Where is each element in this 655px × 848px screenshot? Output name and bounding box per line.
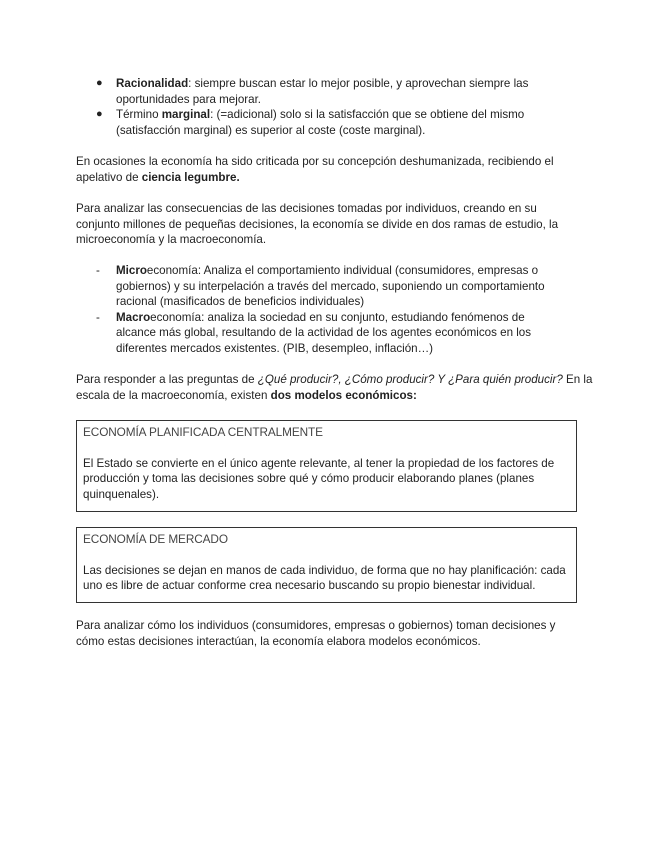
paragraph-text: En la escala de la macroeconomía, existen — [76, 373, 593, 402]
bullet-dot: ● — [96, 77, 103, 89]
bullet-term: Racionalidad — [116, 77, 189, 90]
branch-term: Macro — [116, 310, 151, 324]
bullet-term: marginal — [161, 108, 211, 122]
paragraph-preguntas — [76, 372, 596, 403]
box-title: ECONOMÍA DE MERCADO — [83, 532, 228, 546]
branch-term: Micro — [116, 264, 147, 277]
dash-marker: - — [96, 310, 100, 324]
branch-text: economía: analiza la sociedad en su conjunto, estudiando fenómenos de alcance más global, resultando de la actividad de los agentes económicos en los diferentes mercados existentes. (PIB, desempleo, inflación…) — [116, 310, 532, 355]
branch-text: economía: Analiza el comportamiento individual (consumidores, empresas o gobiernos) y su interpelación a través del mercado, suponiendo un comportamiento racional (masificados de beneficios individuales) — [116, 264, 545, 309]
branch-list — [96, 263, 566, 357]
bullet-list — [96, 76, 566, 138]
paragraph-critica — [76, 154, 576, 185]
box-mercado — [76, 527, 577, 603]
dash-marker: - — [96, 264, 100, 277]
paragraph-bold: dos modelos económicos: — [270, 388, 417, 402]
bullet-dot: ● — [96, 108, 103, 121]
box-text: El Estado se convierte en el único agente relevante, al tener la propiedad de los factores de producción y toma las decisiones sobre qué y cómo producir elaborando planes (planes quinquenales). — [83, 456, 555, 501]
bullet-text: : (=adicional) solo si la satisfacción que se obtiene del mismo (satisfacción marginal) es superior al coste (coste marginal). — [116, 108, 525, 137]
bullet-text: : siempre buscan estar lo mejor posible, y aprovechan siempre las oportunidades para mejorar. — [116, 77, 529, 106]
branch-macro — [96, 310, 566, 357]
box-text: Las decisiones se dejan en manos de cada individuo, de forma que no hay planificación: cada uno es libre de actuar conforme crea necesario buscando su propio bienestar individual. — [83, 563, 566, 593]
paragraph-text: En ocasiones la economía ha sido criticada por su concepción deshumanizada, recibiendo el apelativo de — [76, 155, 554, 184]
paragraph-italic: ¿Qué producir?, ¿Cómo producir? Y ¿Para quién producir? — [257, 373, 563, 386]
paragraph-ramas: Para analizar las consecuencias de las decisiones tomadas por individuos, creando en su conjunto millones de pequeñas decisiones, la economía se divide en dos ramas de estudio, la microeconomía y la macroeconomía. — [76, 202, 559, 247]
branch-micro — [96, 263, 566, 310]
bullet-racionalidad — [96, 76, 566, 107]
paragraph-modelos: Para analizar cómo los individuos (consumidores, empresas o gobiernos) toman decisiones y cómo estas decisiones interactúan, la economía elabora modelos económicos. — [76, 619, 556, 648]
box-planificada — [76, 420, 577, 512]
paragraph-bold: ciencia legumbre. — [141, 170, 240, 184]
bullet-marginal — [96, 107, 566, 138]
box-title: ECONOMÍA PLANIFICADA CENTRALMENTE — [83, 425, 323, 439]
bullet-prefix: Término — [116, 108, 162, 122]
paragraph-text: Para responder a las preguntas de — [76, 373, 258, 386]
